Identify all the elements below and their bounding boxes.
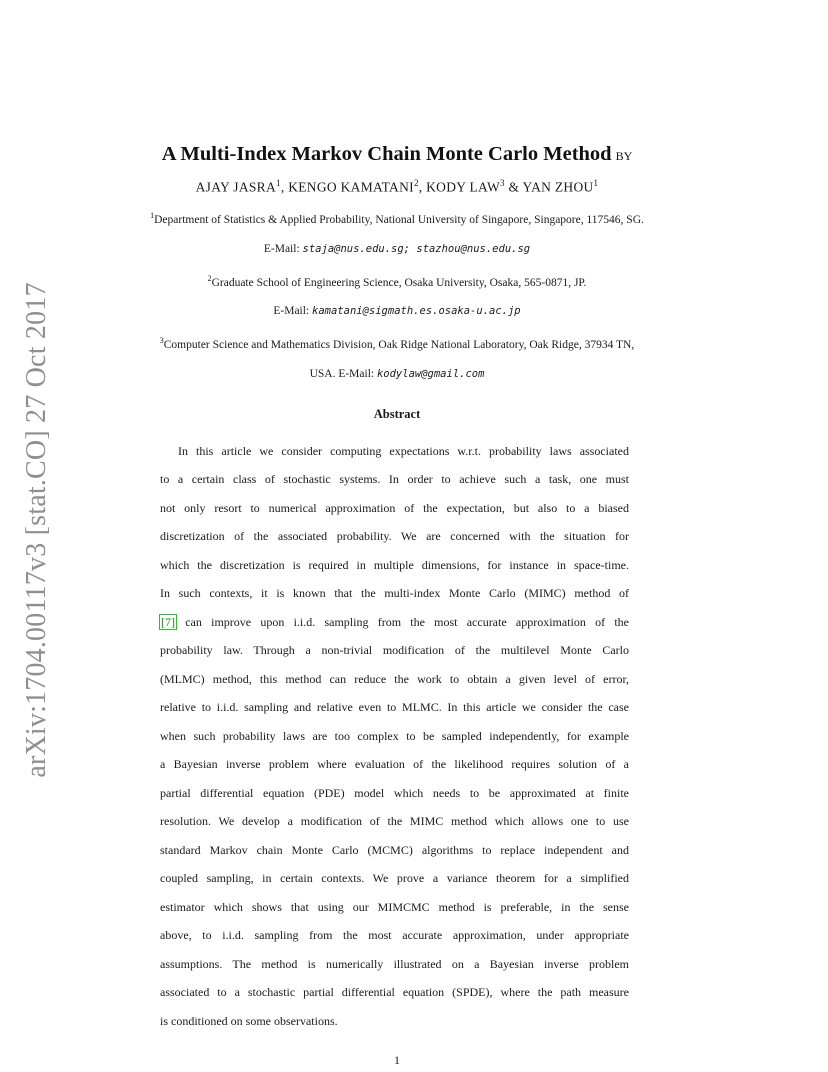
abstract-line: coupled sampling, in certain contexts. We prove a variance theorem for a simplified: [160, 871, 629, 885]
affil-mark: 1: [150, 211, 155, 220]
abstract-line: discretization of the associated probability. We are concerned with the situation for: [160, 529, 629, 543]
email-prefix: E-Mail:: [263, 243, 303, 255]
affiliation-1: [0, 211, 794, 226]
author-affil-mark: 1: [593, 178, 599, 188]
title-text: A Multi-Index Markov Chain Monte Carlo Method: [161, 143, 612, 165]
abstract-line: a Bayesian inverse problem where evaluation of the likelihood requires solution of a: [160, 757, 629, 771]
abstract-line: associated to a stochastic partial differential equation (SPDE), where the path measure: [160, 985, 629, 999]
author-name: AJAY JASRA: [195, 179, 277, 195]
author-name: KENGO KAMATANI: [288, 179, 414, 195]
author-affil-mark: 3: [500, 178, 505, 188]
abstract-line-text: can improve upon i.i.d. sampling from the most accurate approximation of the: [185, 615, 630, 629]
abstract-line: In such contexts, it is known that the multi-index Monte Carlo (MIMC) method of: [160, 586, 629, 600]
abstract-line: estimator which shows that using our MIMCMC method is preferable, in the sense: [160, 900, 629, 914]
affil-mark: 2: [207, 274, 212, 283]
affil-mark: 3: [159, 336, 164, 345]
affiliation-3-email: [0, 368, 794, 380]
author-affil-mark: 1: [276, 178, 281, 188]
affiliation-2-email: [0, 305, 794, 317]
author-separator: &: [504, 179, 523, 195]
abstract-line: relative to i.i.d. sampling and relative even to MLMC. In this article we consider the case: [160, 700, 629, 714]
abstract-line: resolution. We develop a modification of the MIMC method which allows one to use: [160, 814, 629, 828]
abstract-line: when such probability laws are too complex to be sampled independently, for example: [160, 729, 629, 743]
citation-link[interactable]: [7]: [161, 615, 175, 629]
abstract-line: probability law. Through a non-trivial modification of the multilevel Monte Carlo: [160, 643, 629, 657]
affil-text: Computer Science and Mathematics Division, Oak Ridge National Laboratory, Oak Ridge, 37934 TN,: [163, 338, 635, 351]
author-separator: ,: [280, 179, 289, 195]
abstract-line: not only resort to numerical approximation of the expectation, but also to a biased: [160, 501, 629, 515]
author-affil-mark: 2: [413, 178, 419, 188]
abstract-line: which the discretization is required in multiple dimensions, for instance in space-time.: [160, 558, 629, 572]
abstract-line: is conditioned on some observations.: [160, 1014, 338, 1028]
author-name: KODY LAW: [426, 179, 501, 195]
arxiv-side-stamp: arXiv:1704.00117v3 [stat.CO] 27 Oct 2017: [21, 282, 52, 778]
affiliation-2: [0, 274, 794, 289]
abstract-line: (MLMC) method, this method can reduce the work to obtain a given level of error,: [160, 672, 629, 686]
email-address[interactable]: staja@nus.edu.sg; stazhou@nus.edu.sg: [302, 243, 531, 255]
abstract-line: to a certain class of stochastic systems. In order to achieve such a task, one must: [160, 472, 629, 486]
email-address[interactable]: kamatani@sigmath.es.osaka-u.ac.jp: [312, 305, 521, 317]
paper-title: [0, 143, 794, 166]
abstract-line: above, to i.i.d. sampling from the most accurate approximation, under appropriate: [160, 928, 629, 942]
abstract-line: In this article we consider computing expectations w.r.t. probability laws associated: [178, 444, 629, 458]
affil-text: Graduate School of Engineering Science, Osaka University, Osaka, 565-0871, JP.: [211, 276, 587, 289]
abstract-line: assumptions. The method is numerically illustrated on a Bayesian inverse problem: [160, 957, 629, 971]
abstract-line: partial differential equation (PDE) model which needs to be approximated at finite: [160, 786, 629, 800]
author-name: YAN ZHOU: [522, 179, 594, 195]
email-prefix: E-Mail:: [273, 305, 313, 317]
author-separator: ,: [418, 179, 427, 195]
author-list: [0, 178, 794, 196]
title-by: by: [615, 145, 633, 164]
abstract-heading: Abstract: [373, 407, 421, 421]
email-address[interactable]: kodylaw@gmail.com: [376, 368, 485, 380]
page-number: 1: [394, 1053, 400, 1067]
abstract-line-with-citation: [160, 614, 629, 630]
affiliation-3: [0, 336, 794, 351]
affiliation-1-email: [0, 243, 794, 255]
email-prefix: USA. E-Mail:: [309, 368, 377, 380]
abstract-line: standard Markov chain Monte Carlo (MCMC) algorithms to replace independent and: [160, 843, 629, 857]
affil-text: Department of Statistics & Applied Probability, National University of Singapore, Singapore, 117546, SG.: [154, 213, 644, 226]
